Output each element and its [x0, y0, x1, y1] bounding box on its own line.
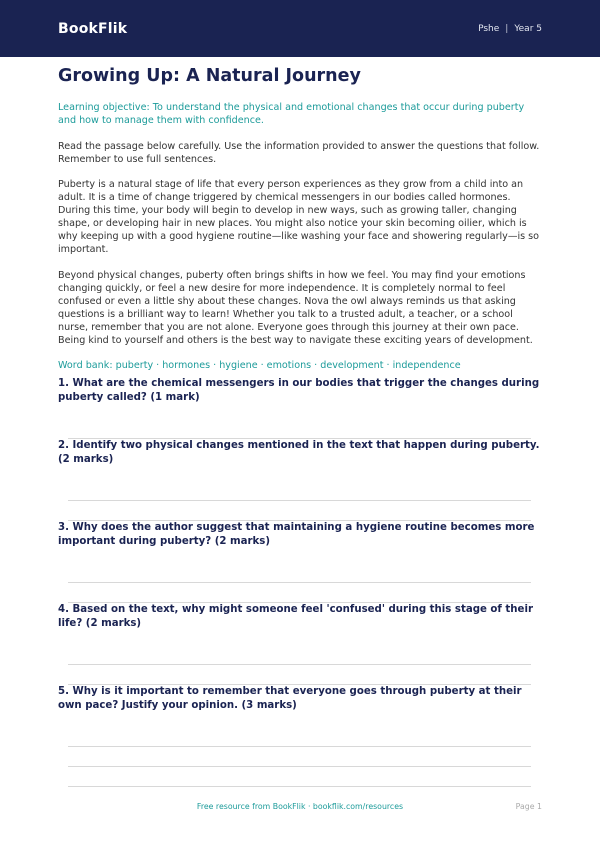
answer-line[interactable]	[68, 786, 531, 787]
meta-separator: |	[505, 23, 509, 34]
question-1: 1. What are the chemical messengers in our bodies that trigger the changes during puberty called? (1 mark)	[58, 378, 540, 403]
question-4: 4. Based on the text, why might someone feel 'confused' during this stage of their life? (2 marks)	[58, 604, 533, 629]
worksheet-content	[58, 64, 544, 372]
word-bank-word: independence	[392, 360, 461, 371]
instructions: Read the passage below carefully. Use the information provided to answer the questions that follow. Remember to use full sentences.	[58, 141, 540, 165]
answer-line[interactable]	[68, 766, 531, 767]
answer-line[interactable]	[68, 582, 531, 583]
word-bank-word: development	[320, 360, 384, 371]
word-bank-word: hormones	[162, 360, 211, 371]
word-bank-word: hygiene	[219, 360, 258, 371]
word-bank-word: emotions	[266, 360, 312, 371]
learning-objective: Learning objective: To understand the physical and emotional changes that occur during puberty and how to manage them with confidence.	[58, 102, 525, 126]
passage-paragraph-2: Beyond physical changes, puberty often brings shifts in how we feel. You may find your emotions changing quickly, or feel a new desire for more independence. It is completely normal to feel confused or even a little shy about these changes. Nova the owl always reminds us that asking questions is a brilliant way to learn! Whether you talk to a trusted adult, a teacher, or a school nurse, remember that you are not alone. Everyone goes through this journey at their own pace. Being kind to yourself and others is the best way to navigate these exciting years of development.	[58, 270, 533, 346]
brand-logo: BookFlik	[58, 20, 128, 37]
answer-line[interactable]	[68, 746, 531, 747]
header-meta	[478, 24, 542, 34]
passage-paragraph-1: Puberty is a natural stage of life that every person experiences as they grow from a child into an adult. It is a time of change triggered by chemical messengers in our bodies called hormones. During this time, your body will begin to develop in new ways, such as growing taller, changing shape, or developing hair in new places. You might also notice your skin becoming oilier, which is why keeping up with a good hygiene routine—like washing your face and showering regularly—is so important.	[58, 179, 540, 255]
question-2: 2. Identify two physical changes mentioned in the text that happen during puberty. (2 marks)	[58, 440, 540, 465]
word-bank-label: Word bank:	[58, 360, 113, 371]
page-number: Page 1	[515, 802, 542, 811]
answer-line[interactable]	[68, 500, 531, 501]
word-bank: Word bank: puberty · hormones · hygiene · emotions · development · independence	[58, 360, 461, 371]
subject-label: Pshe	[478, 23, 500, 34]
question-3: 3. Why does the author suggest that maintaining a hygiene routine becomes more important during puberty? (2 marks)	[58, 522, 535, 547]
question-5: 5. Why is it important to remember that everyone goes through puberty at their own pace? Justify your opinion. (3 marks)	[58, 686, 522, 711]
word-bank-word: puberty	[115, 360, 154, 371]
footer-credit[interactable]: Free resource from BookFlik · bookflik.com/resources	[196, 802, 404, 811]
year-label: Year 5	[514, 23, 542, 34]
answer-line[interactable]	[68, 664, 531, 665]
page-title: Growing Up: A Natural Journey	[58, 66, 361, 86]
page-header	[0, 0, 600, 57]
